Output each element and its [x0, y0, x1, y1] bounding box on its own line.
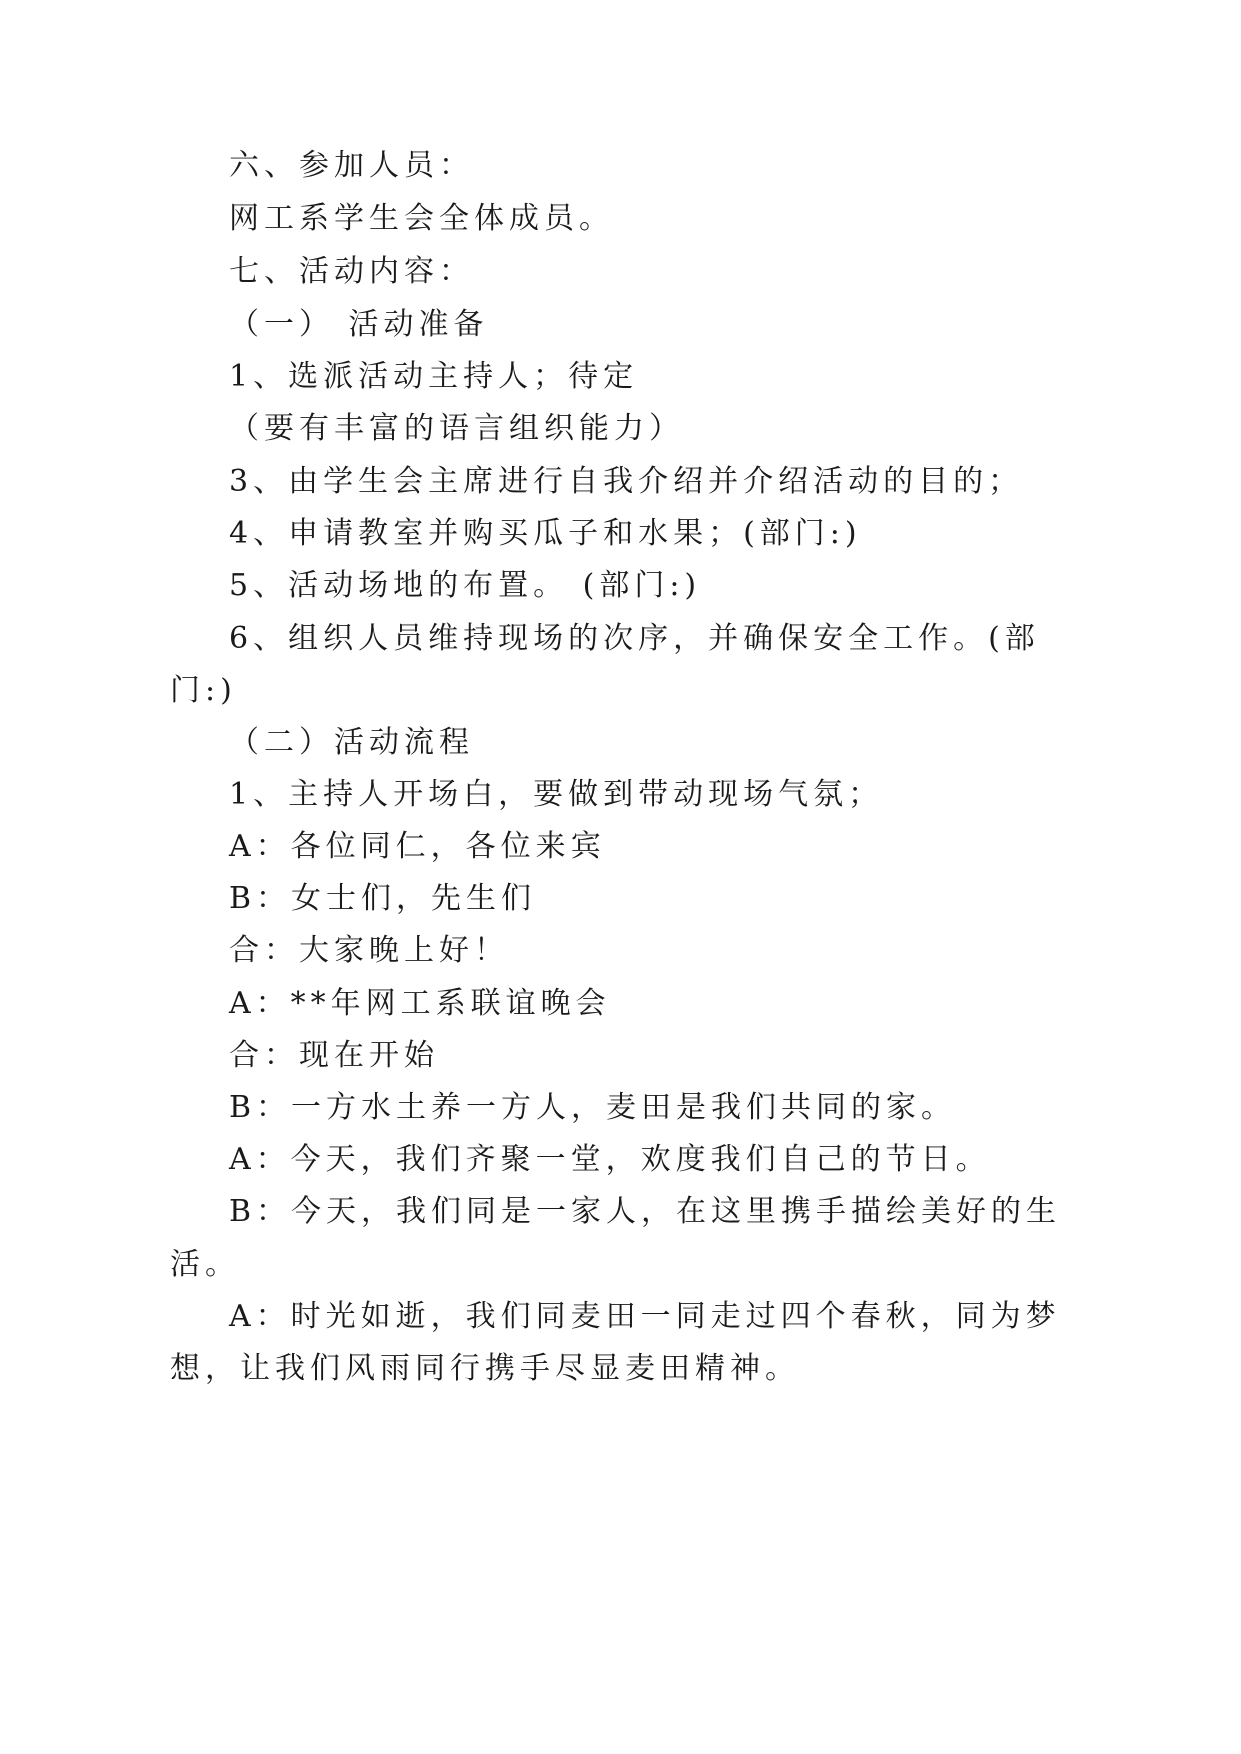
paragraph-line-continuation: 门:) [170, 673, 237, 708]
paragraph-line: 6、组织人员维持现场的次序，并确保安全工作。(部 [229, 621, 1040, 656]
paragraph-line: 4、申请教室并购买瓜子和水果；(部门:) [229, 516, 862, 551]
subsection-heading-preparation: （一） 活动准备 [229, 307, 489, 342]
dialogue-line: A：时光如逝，我们同麦田一同走过四个春秋，同为梦 [229, 1299, 1061, 1334]
dialogue-line-continuation: 想，让我们风雨同行携手尽显麦田精神。 [170, 1351, 800, 1386]
paragraph-line: 1、选派活动主持人；待定 [229, 359, 639, 394]
dialogue-line: A：今天，我们齐聚一堂，欢度我们自己的节日。 [229, 1142, 991, 1177]
section-heading-content: 七、活动内容： [229, 254, 474, 289]
dialogue-line: A：各位同仁，各位来宾 [229, 829, 606, 864]
dialogue-line: B：女士们，先生们 [229, 881, 537, 916]
paragraph-line: 1、主持人开场白，要做到带动现场气氛； [229, 777, 884, 812]
paragraph-line: 3、由学生会主席进行自我介绍并介绍活动的目的； [229, 464, 1024, 499]
paragraph-line: 网工系学生会全体成员。 [229, 201, 614, 236]
dialogue-line: B：今天，我们同是一家人，在这里携手描绘美好的生 [229, 1194, 1062, 1229]
dialogue-line: A：**年网工系联谊晚会 [229, 986, 611, 1021]
paragraph-line: 5、活动场地的布置。 (部门:) [229, 568, 702, 603]
dialogue-line-continuation: 活。 [170, 1247, 240, 1282]
section-heading-participants: 六、参加人员： [229, 148, 474, 183]
paragraph-line: （要有丰富的语言组织能力） [229, 411, 684, 446]
dialogue-line: B：一方水土养一方人，麦田是我们共同的家。 [229, 1090, 957, 1125]
dialogue-line: 合：现在开始 [229, 1038, 439, 1073]
dialogue-line: 合：大家晚上好！ [229, 933, 509, 968]
subsection-heading-process: （二）活动流程 [229, 725, 474, 760]
